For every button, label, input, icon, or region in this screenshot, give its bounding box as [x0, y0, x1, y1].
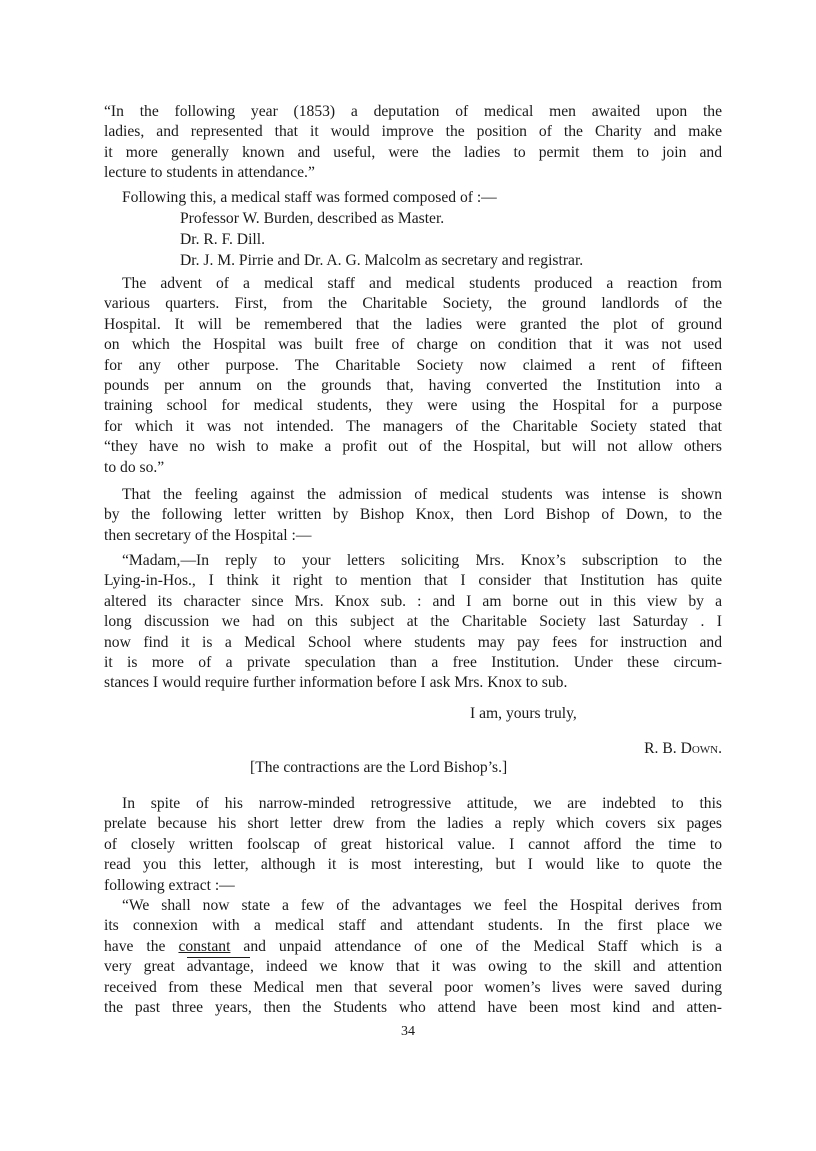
text-line	[104, 957, 722, 977]
text-line: by the following letter written by Bishop Knox, then Lord Bishop of Down, to the	[104, 506, 722, 524]
letter-closing	[470, 704, 720, 724]
staff-list-item: Professor W. Burden, described as Master.	[180, 210, 445, 227]
text-line: Lying-in-Hos., I think it right to mention that I consider that Institution has quite	[104, 572, 722, 590]
text-line: “In the following year (1853) a deputation of medical men awaited upon the	[104, 103, 722, 120]
paragraph-feeling-against	[104, 485, 722, 546]
paragraph-deputation-quote	[104, 102, 722, 184]
text-line: Hospital. It will be remembered that the ladies were granted the plot of ground	[104, 315, 722, 333]
text-line: received from these Medical men that several poor women’s lives were saved during	[104, 978, 722, 996]
text-line: of closely written foolscap of great historical value. I cannot afford the time to	[104, 835, 722, 853]
text-line: various quarters. First, from the Charitable Society, the ground landlords of the	[104, 295, 722, 313]
text-line: to do so.”	[104, 458, 165, 476]
text-line: stances I would require further information before I ask Mrs. Knox to sub.	[104, 674, 568, 692]
text-fragment: very great	[104, 958, 187, 976]
paragraph-narrow-minded	[104, 794, 722, 896]
text-line: The advent of a medical staff and medical students produced a reaction from	[122, 275, 722, 292]
text-line: for which it was not intended. The managers of the Charitable Society stated that	[104, 417, 722, 435]
paragraph-staff-intro	[104, 188, 722, 208]
text-line	[104, 937, 722, 957]
closing-text: I am, yours truly,	[470, 705, 577, 722]
paragraph-ladies-reply-extract	[104, 896, 722, 1018]
text-line: prelate because his short letter drew from the ladies a reply which covers six pages	[104, 815, 722, 833]
signature-initials: R. B.	[644, 740, 677, 757]
page-number: 34	[401, 1024, 415, 1039]
text-line: lecture to students in attendance.”	[104, 164, 315, 182]
paragraph-bishop-letter	[104, 551, 722, 694]
text-line: now find it is a Medical School where students may pay fees for instruction and	[104, 633, 722, 651]
editorial-note	[250, 758, 650, 778]
note-text: [The contractions are the Lord Bishop’s.]	[250, 759, 508, 776]
text-line: training school for medical students, they were using the Hospital for a purpose	[104, 397, 722, 415]
text-line: Following this, a medical staff was formed composed of :—	[122, 189, 497, 206]
text-line: ladies, and represented that it would improve the position of the Charity and make	[104, 123, 722, 141]
signature-name: Down.	[680, 740, 722, 757]
text-fragment: , indeed we know that it was owing to the skill and attention	[249, 958, 723, 976]
text-line: its connexion with a medical staff and attendant students. In the first place we	[104, 917, 722, 935]
text-line: it is more of a private speculation than a free Institution. Under these circum-	[104, 654, 722, 672]
text-line: pounds per annum on the grounds that, having converted the Institution into a	[104, 377, 722, 395]
text-line: altered its character since Mrs. Knox sub. : and I am borne out in this view by a	[104, 592, 722, 610]
text-line: following extract :—	[104, 876, 235, 894]
staff-list-item: Dr. R. F. Dill.	[180, 230, 265, 248]
text-line: long discussion we had on this subject at the Charitable Society last Saturday . I	[104, 613, 722, 631]
overlined-word: advantage	[186, 958, 250, 976]
text-line: on which the Hospital was built free of charge on condition that it was not used	[104, 336, 722, 354]
paragraph-charitable-society	[104, 274, 722, 478]
text-line: That the feeling against the admission of medical students was intense is shown	[122, 486, 722, 503]
text-line: “We shall now state a few of the advantages we feel the Hospital derives from	[122, 897, 722, 914]
medical-staff-list	[180, 209, 720, 271]
text-fragment: have the	[104, 937, 179, 955]
underlined-word: constant	[178, 937, 231, 955]
text-line: for any other purpose. The Charitable Society now claimed a rent of fifteen	[104, 356, 722, 374]
text-line: then secretary of the Hospital :—	[104, 526, 312, 544]
letter-signature	[520, 739, 722, 759]
text-fragment: and unpaid attendance of one of the Medical Staff which is a	[230, 937, 722, 955]
text-line: read you this letter, although it is most interesting, but I would like to quote the	[104, 856, 722, 874]
text-line: it more generally known and useful, were the ladies to permit them to join and	[104, 143, 722, 161]
text-line: “they have no wish to make a profit out of the Hospital, but will not allow others	[104, 438, 722, 456]
text-line: the past three years, then the Students who attend have been most kind and atten-	[104, 999, 722, 1017]
staff-list-item: Dr. J. M. Pirrie and Dr. A. G. Malcolm as secretary and registrar.	[180, 251, 584, 269]
text-line: “Madam,—In reply to your letters soliciting Mrs. Knox’s subscription to the	[122, 552, 722, 569]
text-line: In spite of his narrow-minded retrogressive attitude, we are indebted to this	[122, 795, 722, 812]
